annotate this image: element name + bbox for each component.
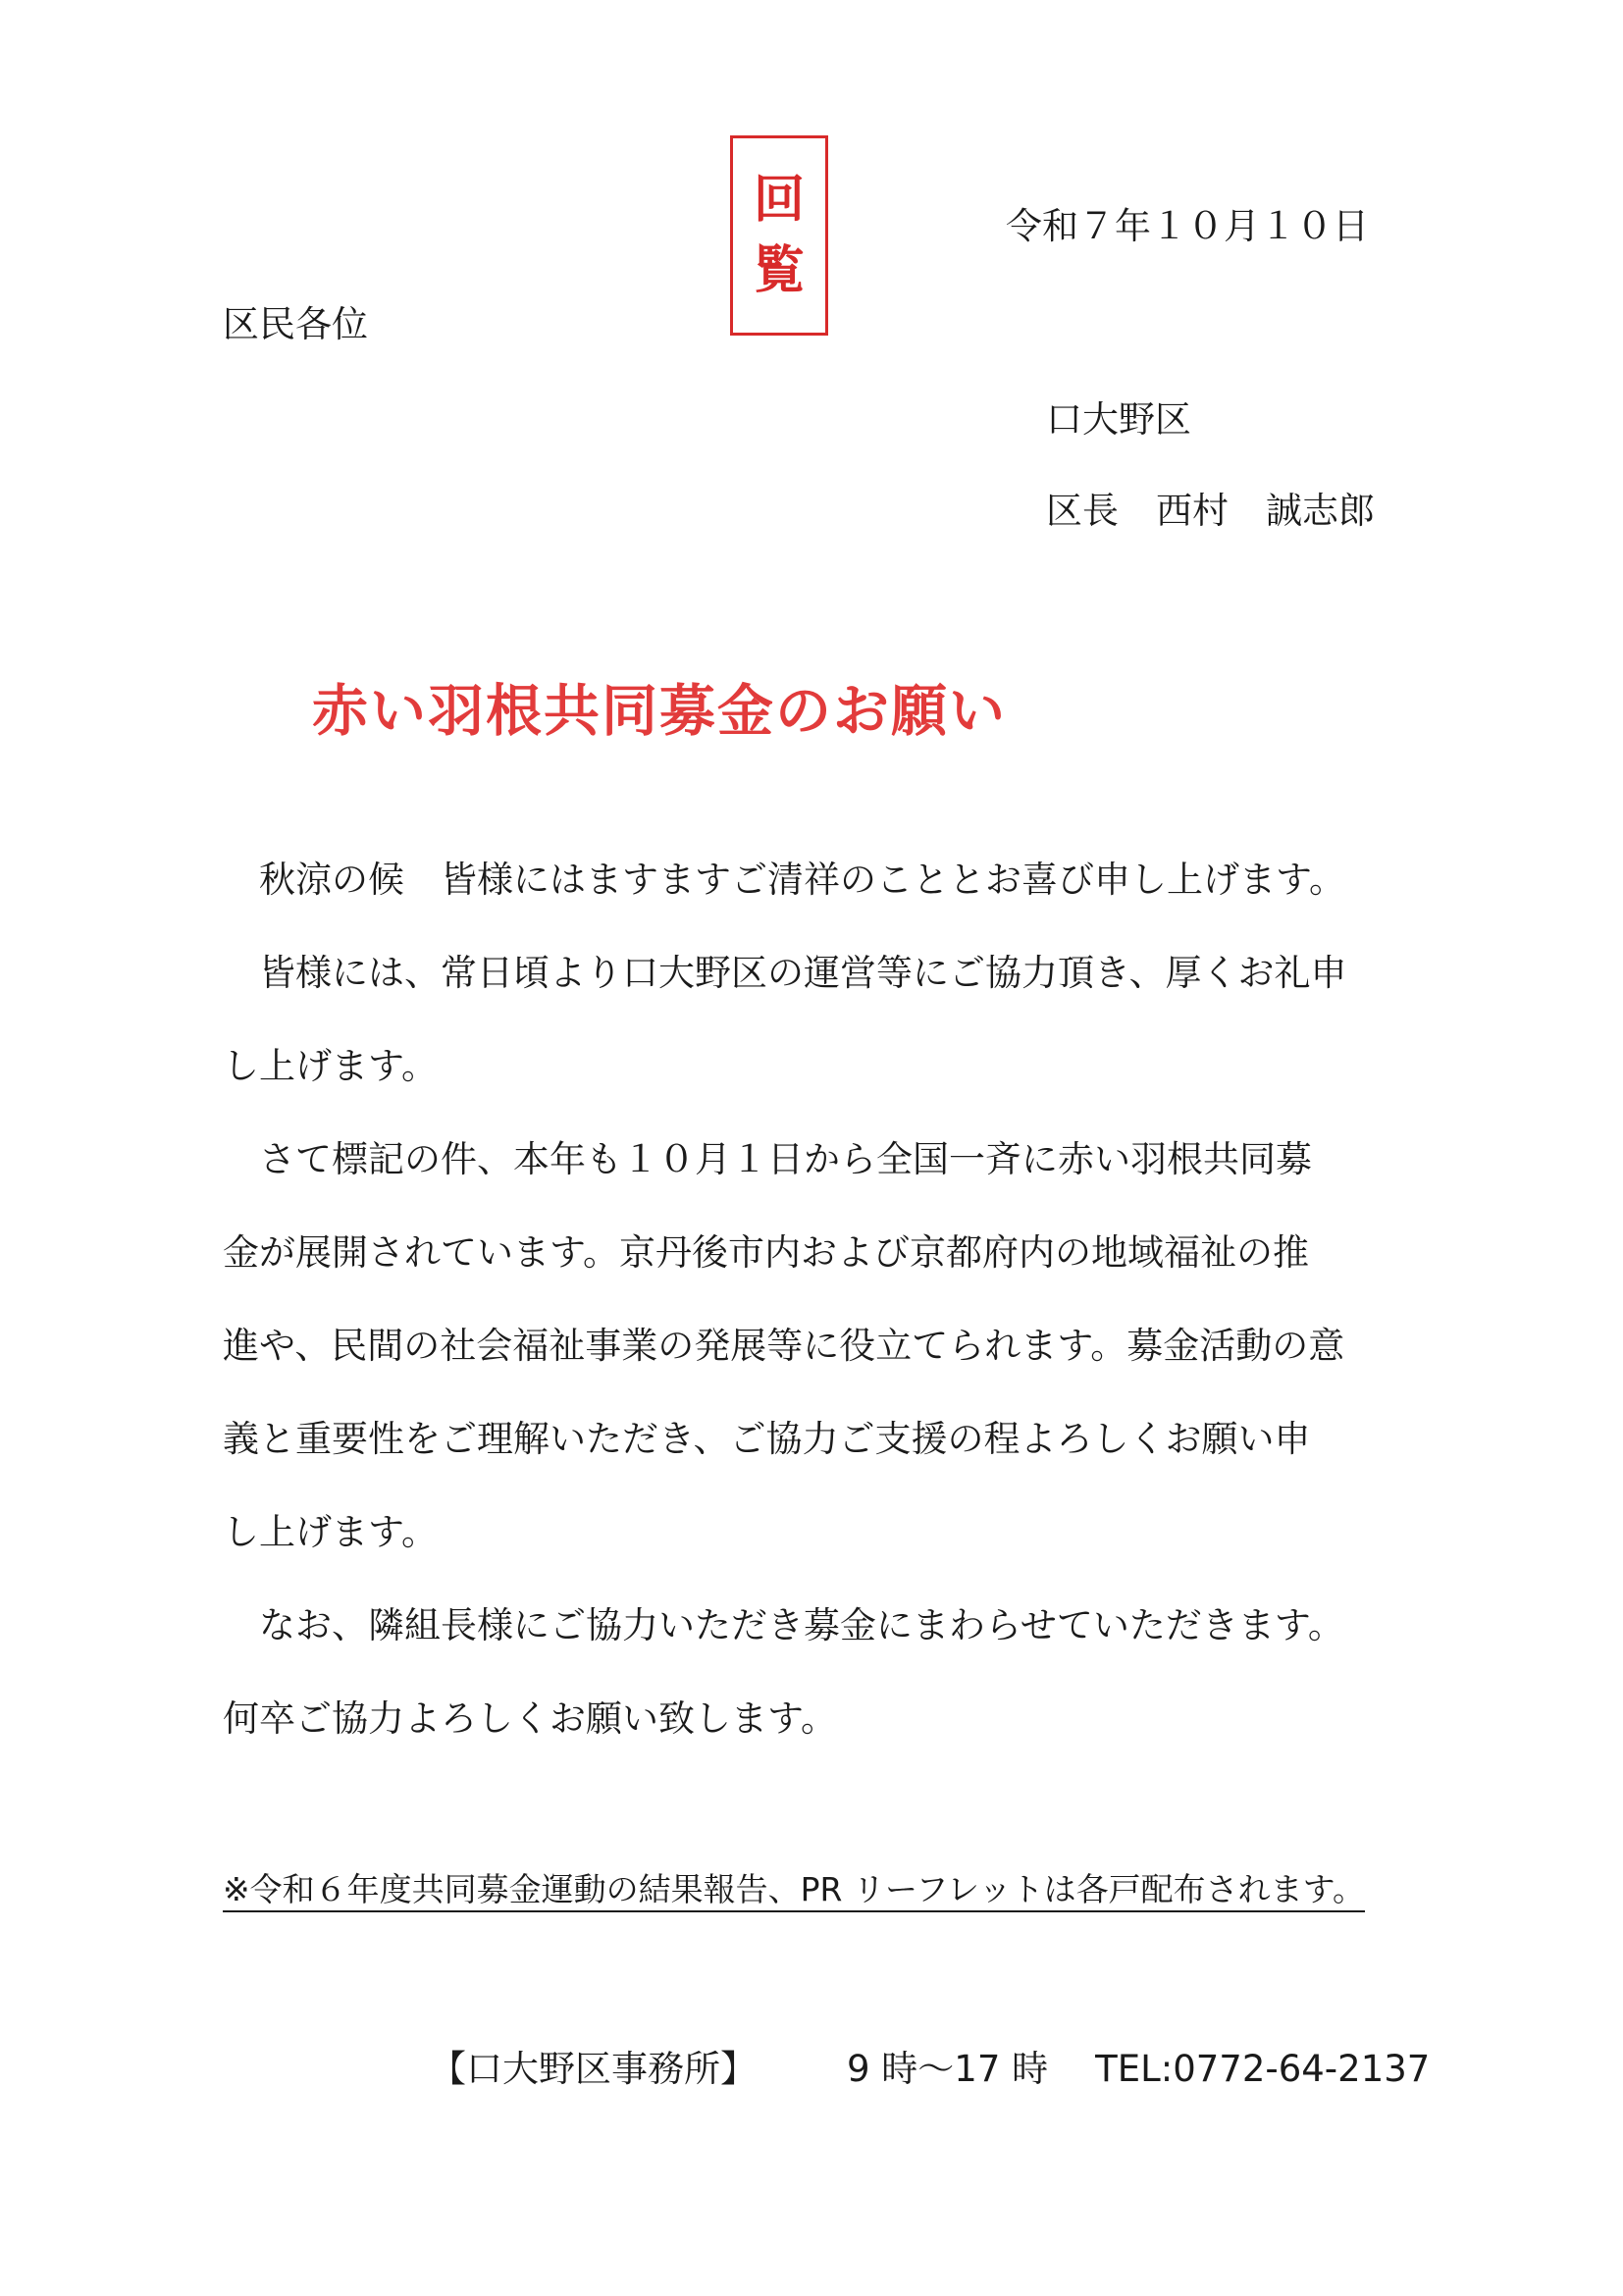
office-name: 【口大野区事務所】 <box>430 2048 757 2090</box>
sender-title: 区長 <box>1046 490 1119 532</box>
body-line: 何卒ご協力よろしくお願い致します。 <box>223 1697 838 1740</box>
body-line: 皆様には、常日頃より口大野区の運営等にご協力頂き、厚くお礼申 <box>223 952 1347 994</box>
stamp-char-2: 覧 <box>753 241 805 300</box>
office-footer <box>430 2039 1430 2092</box>
kairan-stamp <box>730 135 828 336</box>
body-line: なお、隣組長様にご協力いただき募金にまわらせていただきます。 <box>223 1604 1344 1646</box>
body-text <box>223 854 1400 1786</box>
body-line: 義と重要性をご理解いただき、ご協力ご支援の程よろしくお願い申 <box>223 1418 1311 1460</box>
sender-surname: 西村 <box>1156 490 1229 532</box>
distribution-note: ※令和６年度共同募金運動の結果報告、PR リーフレットは各戸配布されます。 <box>223 1870 1366 1908</box>
sender-organization: 口大野区 <box>1046 398 1191 441</box>
body-line: 金が展開されています。京丹後市内および京都府内の地域福祉の推 <box>223 1231 1310 1274</box>
body-line: し上げます。 <box>223 1045 439 1087</box>
office-telephone: TEL:0772-64-2137 <box>1095 2048 1431 2090</box>
body-line: し上げます。 <box>223 1511 439 1553</box>
body-line: さて標記の件、本年も１０月１日から全国一斉に赤い羽根共同募 <box>223 1138 1312 1180</box>
body-line: 秋涼の候 皆様にはますますご清祥のこととお喜び申し上げます。 <box>223 859 1346 901</box>
body-line: 進や、民間の社会福祉事業の発展等に役立てられます。募金活動の意 <box>223 1325 1345 1367</box>
office-hours: 9 時～17 時 <box>847 2048 1049 2090</box>
sender-signature <box>1046 481 1375 534</box>
document-date: 令和７年１０月１０日 <box>1006 205 1369 247</box>
addressee: 区民各位 <box>223 303 368 345</box>
document-title: 赤い羽根共同募金のお願い <box>312 679 1007 744</box>
stamp-char-1: 回 <box>753 171 805 230</box>
sender-given-name: 誠志郎 <box>1266 490 1375 532</box>
